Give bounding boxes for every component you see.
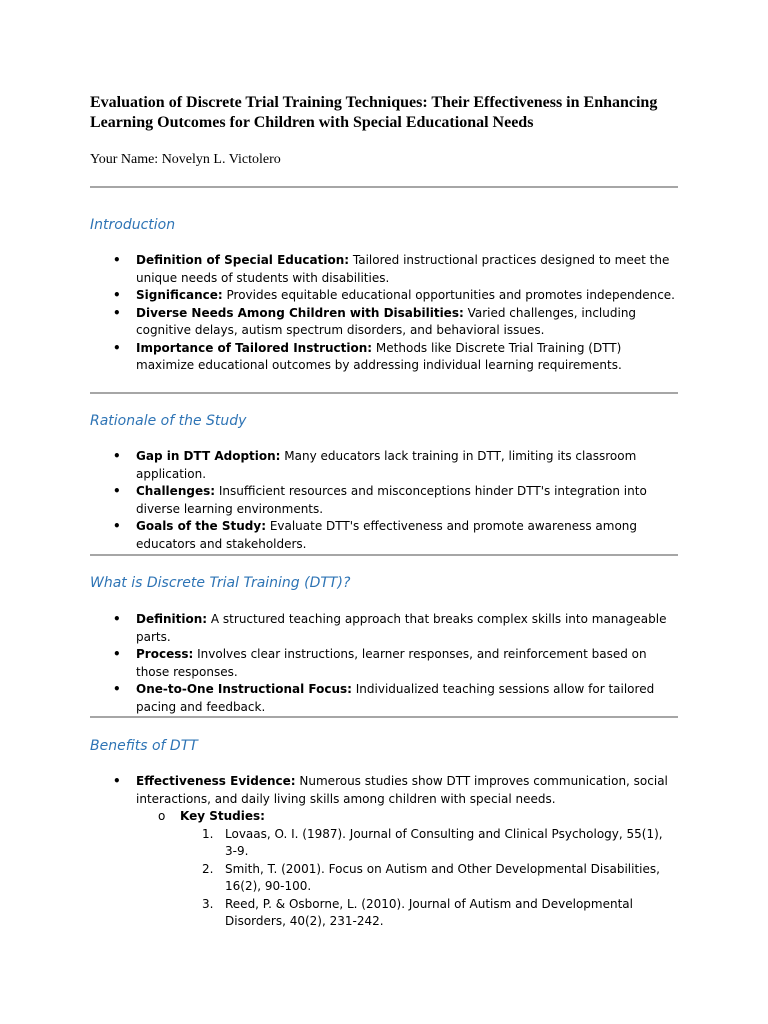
item-text: Provides equitable educational opportunities and promotes independence. (222, 288, 675, 302)
list-item (90, 611, 678, 646)
author-line: Your Name: Novelyn L. Victolero (90, 152, 281, 167)
study-number: 1. (202, 826, 214, 841)
item-text: Involves clear instructions, learner responses, and reinforcement based on those responses. (136, 647, 647, 679)
item-label: Significance: (136, 288, 223, 302)
item-label: One-to-One Instructional Focus: (136, 682, 352, 696)
study-text: Lovaas, O. I. (1987). Journal of Consulting and Clinical Psychology, 55(1), 3-9. (225, 826, 663, 858)
list-item (90, 518, 678, 553)
study-item (90, 896, 678, 931)
divider (90, 716, 678, 718)
study-number: 3. (202, 896, 214, 911)
document-title: Evaluation of Discrete Trial Training Techniques: Their Effectiveness in Enhancing Learning Outcomes for Children with Special Educational Needs (90, 94, 658, 131)
item-text: Many educators lack training in DTT, limiting its classroom application. (136, 449, 637, 481)
item-label: Diverse Needs Among Children with Disabilities: (136, 305, 464, 320)
item-label: Challenges: (136, 484, 216, 498)
list-item (90, 681, 678, 716)
item-label: Goals of the Study: (136, 519, 266, 533)
item-label: Definition of Special Education: (136, 253, 350, 267)
item-text: Insufficient resources and misconceptions hinder DTT's integration into diverse learning environments. (136, 484, 647, 516)
section-heading-what-is-dtt: What is Discrete Trial Training (DTT)? (90, 575, 351, 591)
sub-bullet-marker: o (158, 809, 166, 823)
sublist-item (90, 808, 678, 931)
item-text: Evaluate DTT's effectiveness and promote awareness among educators and stakeholders. (136, 519, 638, 551)
studies-list (180, 826, 678, 931)
item-text: Methods like Discrete Trial Training (DTT) maximize educational outcomes by addressing individual learning requirements. (136, 340, 622, 372)
item-label: Definition: (136, 612, 208, 626)
benefits-list (90, 773, 678, 931)
section-heading-introduction: Introduction (90, 217, 176, 233)
item-text: Tailored instructional practices designed to meet the unique needs of students with disabilities. (136, 253, 670, 285)
divider (90, 186, 678, 188)
list-item (90, 252, 678, 287)
list-item (90, 483, 678, 518)
what-is-dtt-list (90, 611, 678, 716)
study-item (90, 826, 678, 861)
item-label: Importance of Tailored Instruction: (136, 340, 373, 355)
list-item (90, 448, 678, 483)
study-text: Smith, T. (2001). Focus on Autism and Other Developmental Disabilities, 16(2), 90-100. (225, 861, 660, 893)
item-label: Effectiveness Evidence: (136, 774, 296, 788)
item-text: Varied challenges, including cognitive delays, autism spectrum disorders, and behavioral issues. (136, 305, 637, 337)
study-text: Reed, P. & Osborne, L. (2010). Journal of Autism and Developmental Disorders, 40(2), 231-242. (225, 896, 633, 928)
section-heading-benefits: Benefits of DTT (90, 738, 198, 754)
key-studies-sublist (136, 808, 678, 931)
item-text: Individualized teaching sessions allow for tailored pacing and feedback. (136, 682, 655, 714)
introduction-list (90, 252, 678, 375)
item-text: A structured teaching approach that breaks complex skills into manageable parts. (136, 612, 667, 644)
item-label: Gap in DTT Adoption: (136, 449, 281, 463)
divider (90, 392, 678, 394)
study-number: 2. (202, 861, 214, 876)
list-item (90, 340, 678, 375)
list-item (90, 305, 678, 340)
sub-item-label: Key Studies: (180, 809, 265, 823)
divider (90, 554, 678, 556)
section-heading-rationale: Rationale of the Study (90, 413, 247, 429)
rationale-list (90, 448, 678, 553)
list-item (90, 773, 678, 931)
item-label: Process: (136, 647, 194, 661)
item-text: Numerous studies show DTT improves communication, social interactions, and daily living skills among children with special needs. (136, 774, 668, 806)
list-item (90, 287, 678, 305)
study-item (90, 861, 678, 896)
list-item (90, 646, 678, 681)
